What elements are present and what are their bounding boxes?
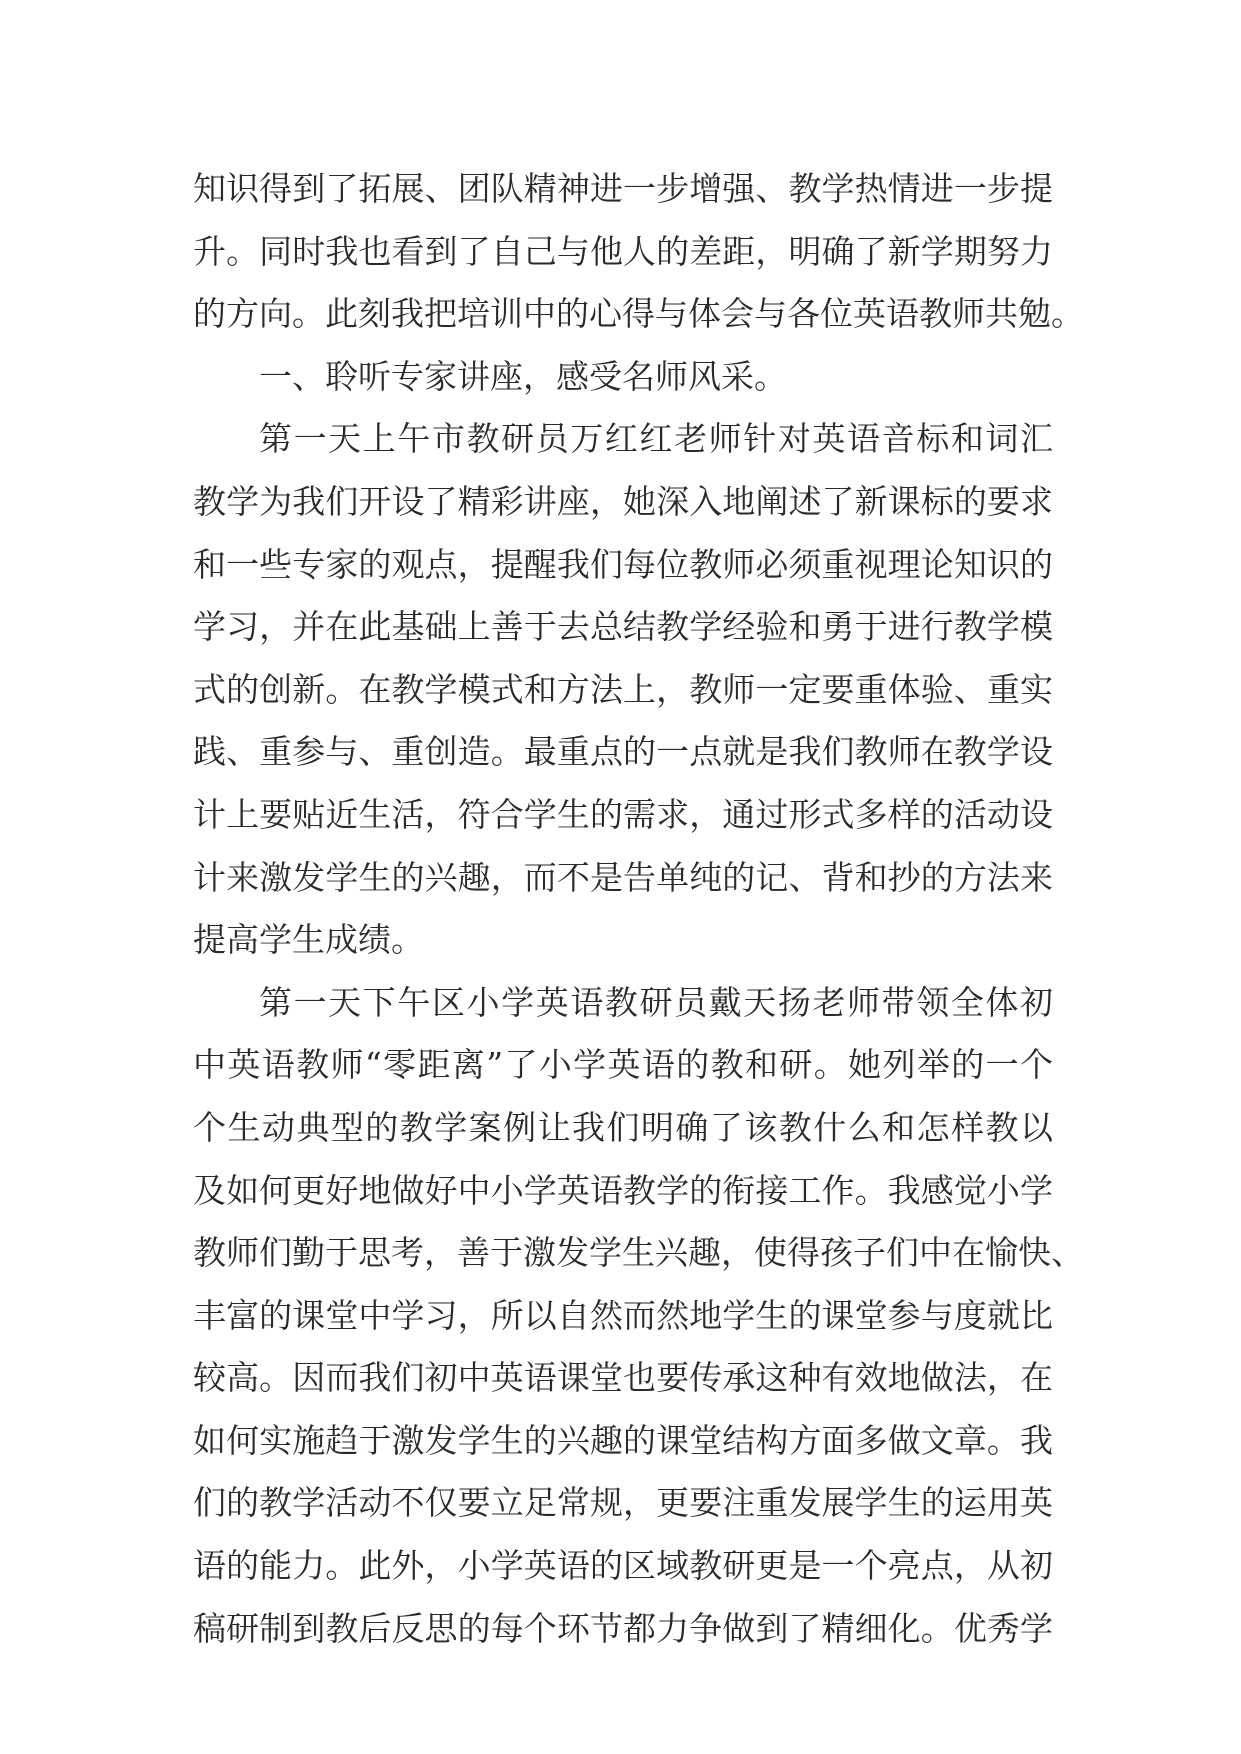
text-line: 们的教学活动不仅要立足常规，更要注重发展学生的运用英 [193,1483,1053,1523]
text-line: 及如何更好地做好中小学英语教学的衔接工作。我感觉小学 [193,1170,1053,1210]
text-line: 知识得到了拓展、团队精神进一步增强、教学热情进一步提 [193,169,1053,208]
body-text [193,158,1084,1660]
text-line: 教学为我们开设了精彩讲座，她深入地阐述了新课标的要求 [193,481,1053,521]
text-line: 学习，并在此基础上善于去总结教学经验和勇于进行教学模 [193,607,1053,647]
text-line: 升。同时我也看到了自己与他人的差距，明确了新学期努力 [193,231,1053,271]
text-line: 和一些专家的观点，提醒我们每位教师必须重视理论知识的 [193,544,1053,584]
section-heading: 一、聆听专家讲座，感受名师风采。 [259,356,787,396]
text-line: 中英语教师“零距离”了小学英语的教和研。她列举的一个 [193,1045,1053,1085]
text-line: 提高学生成绩。 [193,920,424,960]
text-line: 语的能力。此外，小学英语的区域教研更是一个亮点，从初 [193,1546,1053,1586]
text-line: 的方向。此刻我把培训中的心得与体会与各位英语教师共勉。 [193,294,1084,334]
text-line: 践、重参与、重创造。最重点的一点就是我们教师在教学设 [193,732,1053,772]
text-line: 第一天下午区小学英语教研员戴天扬老师带领全体初 [259,982,1053,1022]
text-line: 式的创新。在教学模式和方法上，教师一定要重体验、重实 [193,669,1053,709]
text-line: 计来激发学生的兴趣，而不是告单纯的记、背和抄的方法来 [193,857,1053,897]
text-line: 如何实施趋于激发学生的兴趣的课堂结构方面多做文章。我 [193,1420,1053,1460]
text-line: 稿研制到教后反思的每个环节都力争做到了精细化。优秀学 [193,1608,1053,1648]
text-line: 计上要贴近生活，符合学生的需求，通过形式多样的活动设 [193,794,1053,834]
text-line: 丰富的课堂中学习，所以自然而然地学生的课堂参与度就比 [193,1295,1053,1335]
text-line: 第一天上午市教研员万红红老师针对英语音标和词汇 [259,419,1053,459]
text-line: 教师们勤于思考，善于激发学生兴趣，使得孩子们中在愉快、 [193,1233,1084,1273]
text-line: 较高。因而我们初中英语课堂也要传承这种有效地做法，在 [193,1358,1053,1398]
text-line: 个生动典型的教学案例让我们明确了该教什么和怎样教以 [193,1107,1053,1147]
